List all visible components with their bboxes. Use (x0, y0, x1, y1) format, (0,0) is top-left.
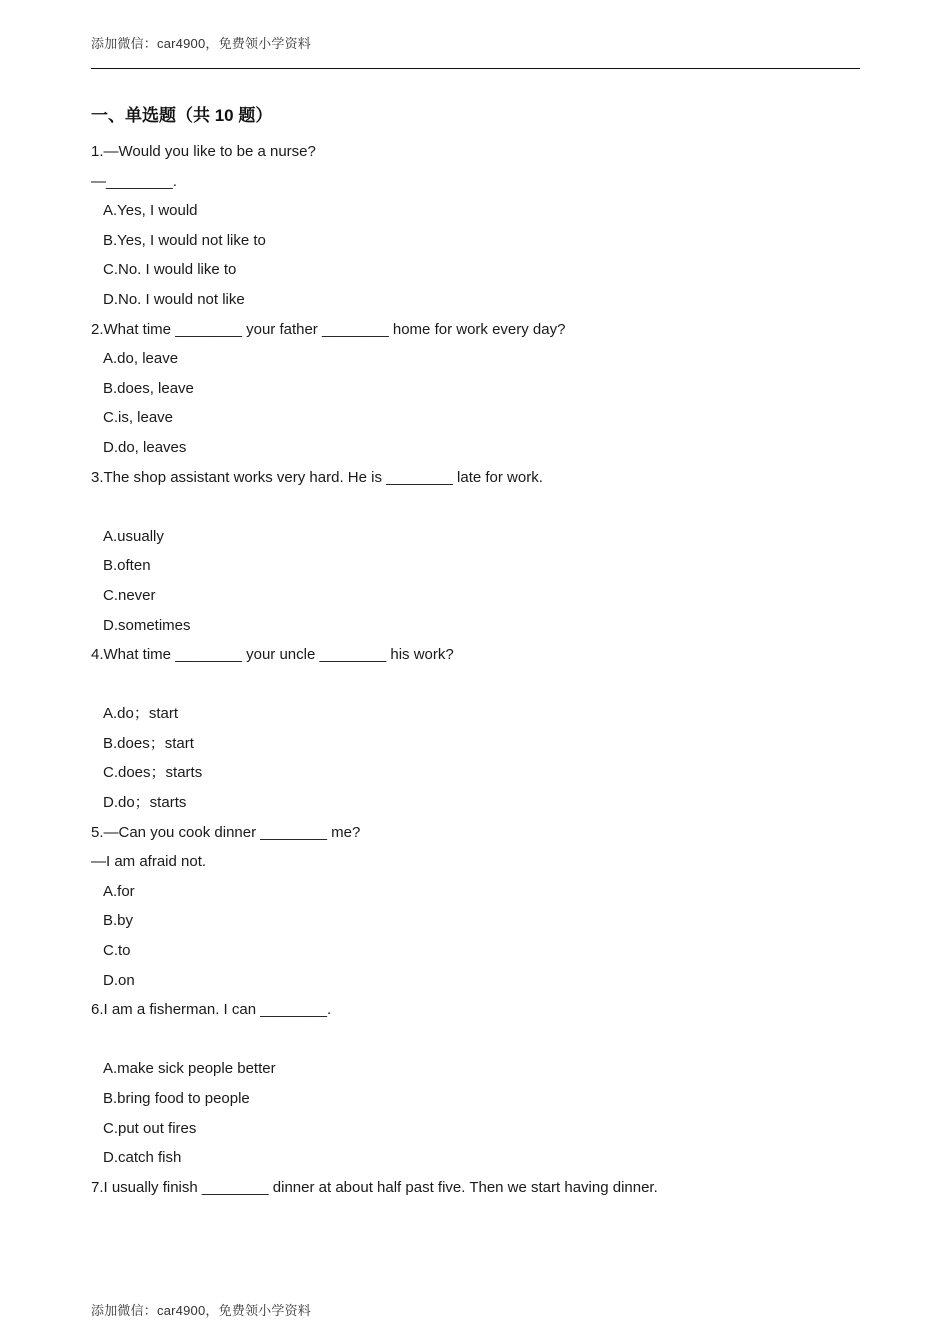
footer-note: 添加微信：car4900，免费领小学资料 (91, 1303, 311, 1318)
question-6-option-b: B.bring food to people (103, 1090, 250, 1107)
section-title: 一、单选题（共 10 题） (91, 106, 273, 125)
spacer (91, 1028, 861, 1058)
question-1-option-c: C.No. I would like to (103, 261, 237, 279)
question-2-option-a: A.do, leave (103, 350, 179, 368)
question-5-option-c: C.to (103, 942, 131, 960)
question-1-option-a: A.Yes, I would (103, 202, 198, 220)
question-1-option-d: D.No. I would not like (103, 290, 245, 308)
question-2-stem: 2.What time ________ your father ________ home for work every day? (91, 320, 566, 338)
question-4-option-d: D.do；starts (103, 794, 187, 812)
question-1-option-b: B.Yes, I would not like to (103, 231, 266, 249)
spacer (91, 673, 861, 703)
question-6-option-c: C.put out fires (103, 1119, 197, 1137)
header-note: 添加微信：car4900，免费领小学资料 (91, 36, 311, 51)
question-5-stem-response: —I am afraid not. (91, 853, 207, 871)
question-2-option-b: B.does, leave (103, 379, 194, 397)
question-3-option-d: D.sometimes (103, 616, 191, 634)
header-divider (91, 68, 860, 69)
question-5-option-d: D.on (103, 971, 135, 989)
question-1-stem: 1.—Would you like to be a nurse? (91, 143, 316, 160)
question-3-option-c: C.never (103, 586, 156, 604)
question-6-option-a: A.make sick people better (103, 1060, 276, 1078)
question-1-stem-response: —________. (91, 172, 177, 190)
question-2-option-d: D.do, leaves (103, 438, 187, 456)
question-3-option-b: B.often (103, 557, 151, 575)
question-list (91, 140, 861, 1205)
question-5-stem: 5.—Can you cook dinner ________ me? (91, 823, 361, 841)
question-4-stem: 4.What time ________ your uncle ________ his work? (91, 646, 454, 664)
question-4-option-b: B.does；start (103, 734, 194, 752)
question-2-option-c: C.is, leave (103, 409, 174, 427)
question-6-option-d: D.catch fish (103, 1149, 182, 1167)
question-5-option-a: A.for (103, 882, 135, 900)
question-7-stem: 7.I usually finish ________ dinner at about half past five. Then we start having dinner. (91, 1178, 658, 1196)
spacer (91, 495, 861, 525)
question-6-stem: 6.I am a fisherman. I can ________. (91, 1001, 332, 1019)
question-5-option-b: B.by (103, 912, 134, 930)
question-4-option-c: C.does；starts (103, 764, 203, 782)
question-3-stem: 3.The shop assistant works very hard. He is ________ late for work. (91, 468, 543, 486)
question-4-option-a: A.do；start (103, 705, 179, 723)
question-3-option-a: A.usually (103, 527, 164, 545)
